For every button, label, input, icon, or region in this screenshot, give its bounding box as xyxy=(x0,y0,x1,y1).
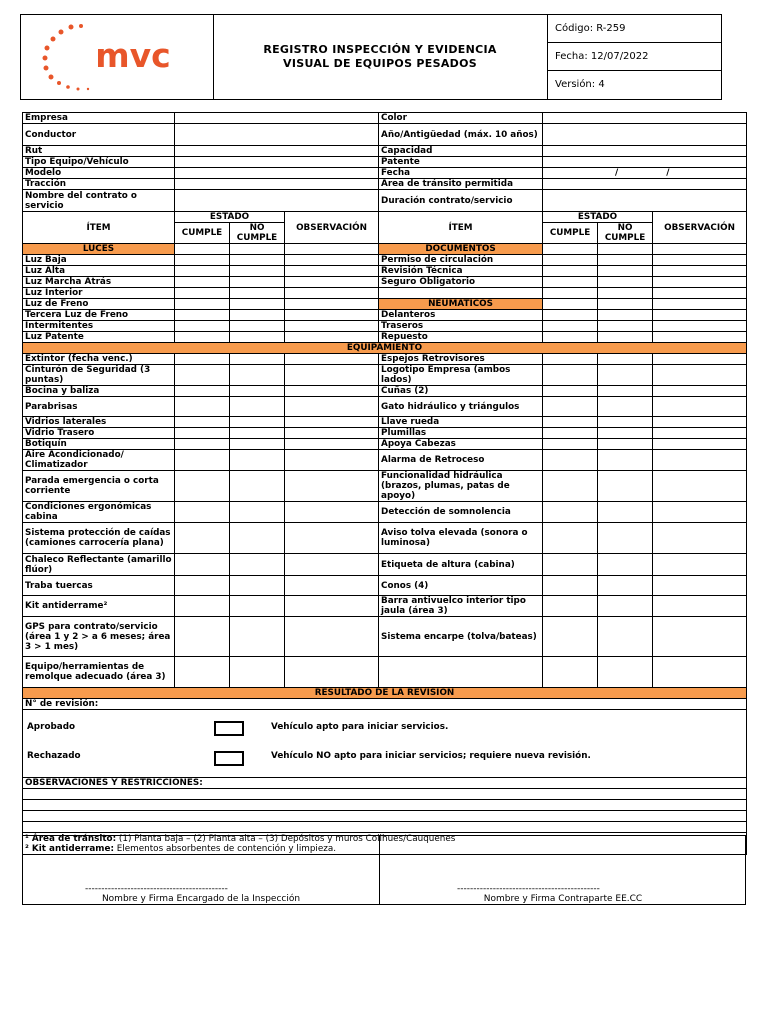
item-label: Repuesto xyxy=(379,332,543,343)
observacion-cell[interactable] xyxy=(653,471,747,502)
no-cumple-cell[interactable] xyxy=(598,397,653,417)
section-equipamiento: EQUIPAMIENTO xyxy=(23,343,747,354)
result-options xyxy=(23,710,747,778)
label-antiguedad: Año/Antigüedad (máx. 10 años) xyxy=(379,124,543,146)
cumple-cell[interactable] xyxy=(175,502,230,523)
cumple-cell[interactable] xyxy=(543,417,598,428)
item-label: Parabrisas xyxy=(23,397,175,417)
no-cumple-cell[interactable] xyxy=(598,310,653,321)
cumple-cell[interactable] xyxy=(543,386,598,397)
cumple-cell[interactable] xyxy=(543,354,598,365)
col-cumple: CUMPLE xyxy=(543,223,598,244)
cumple-cell[interactable] xyxy=(543,576,598,596)
rechazado-checkbox[interactable] xyxy=(214,751,244,766)
no-cumple-cell[interactable] xyxy=(230,354,285,365)
observacion-cell[interactable] xyxy=(653,596,747,617)
observacion-cell[interactable] xyxy=(653,255,747,266)
empresa-field[interactable] xyxy=(175,113,379,124)
cumple-cell[interactable] xyxy=(543,439,598,450)
inspection-form xyxy=(22,112,747,855)
observacion-cell[interactable] xyxy=(653,277,747,288)
document-meta xyxy=(548,15,722,99)
item-label: Sistema protección de caídas (camiones carrocería plana) xyxy=(23,523,175,554)
item-label: Detección de somnolencia xyxy=(379,502,543,523)
table-row xyxy=(23,310,747,321)
item-label: Botiquín xyxy=(23,439,175,450)
observacion-cell[interactable] xyxy=(653,554,747,576)
area-field[interactable] xyxy=(543,179,747,190)
no-cumple-cell[interactable] xyxy=(230,596,285,617)
label-modelo: Modelo xyxy=(23,168,175,179)
cumple-cell[interactable] xyxy=(543,255,598,266)
label-duracion: Duración contrato/servicio xyxy=(379,190,543,212)
rut-field[interactable] xyxy=(175,146,379,157)
label-empresa: Empresa xyxy=(23,113,175,124)
num-revision[interactable]: N° de revisión: xyxy=(23,699,747,710)
fecha-separator: / xyxy=(615,168,619,178)
rechazado-label: Rechazado xyxy=(27,751,81,761)
table-row xyxy=(23,554,747,576)
item-label: Revisión Técnica xyxy=(379,266,543,277)
label-color: Color xyxy=(379,113,543,124)
item-label: Vidrio Trasero xyxy=(23,428,175,439)
equipamiento-rows xyxy=(23,354,747,688)
item-label: Equipo/herramientas de remolque adecuado (área 3) xyxy=(23,657,175,688)
cumple-cell[interactable] xyxy=(175,310,230,321)
table-row xyxy=(23,266,747,277)
item-label: Bocina y baliza xyxy=(23,386,175,397)
fecha-separator: / xyxy=(666,168,670,178)
label-area: Área de tránsito permitida xyxy=(379,179,543,190)
observacion-cell[interactable] xyxy=(285,471,379,502)
no-cumple-cell[interactable] xyxy=(598,332,653,343)
item-label: Luz de Freno xyxy=(23,299,175,310)
observacion-cell[interactable] xyxy=(285,576,379,596)
cumple-cell[interactable] xyxy=(175,417,230,428)
no-cumple-cell[interactable] xyxy=(230,617,285,657)
observacion-cell[interactable] xyxy=(285,299,379,310)
item-label: Aire Acondicionado/ Climatizador xyxy=(23,450,175,471)
table-row xyxy=(23,397,747,417)
cumple-cell[interactable] xyxy=(175,397,230,417)
table-row xyxy=(23,450,747,471)
color-field[interactable] xyxy=(543,113,747,124)
table-row xyxy=(23,596,747,617)
observaciones-line[interactable] xyxy=(23,822,747,833)
no-cumple-cell[interactable] xyxy=(598,596,653,617)
item-label: Gato hidráulico y triángulos xyxy=(379,397,543,417)
item-label: Traba tuercas xyxy=(23,576,175,596)
luces-documentos-rows xyxy=(23,255,747,299)
no-cumple-cell[interactable] xyxy=(230,657,285,688)
no-cumple-cell[interactable] xyxy=(230,299,285,310)
traccion-field[interactable] xyxy=(175,179,379,190)
item-label: Apoya Cabezas xyxy=(379,439,543,450)
no-cumple-cell[interactable] xyxy=(598,277,653,288)
label-capacidad: Capacidad xyxy=(379,146,543,157)
table-row xyxy=(23,386,747,397)
item-label: Condiciones ergonómicas cabina xyxy=(23,502,175,523)
no-cumple-cell[interactable] xyxy=(598,428,653,439)
observaciones-line[interactable] xyxy=(23,811,747,822)
item-label: Vidrios laterales xyxy=(23,417,175,428)
table-row xyxy=(23,428,747,439)
table-row xyxy=(23,523,747,554)
signature-contraparte[interactable] xyxy=(380,836,736,904)
item-label: Espejos Retrovisores xyxy=(379,354,543,365)
observacion-cell[interactable] xyxy=(653,321,747,332)
aprobado-checkbox[interactable] xyxy=(214,721,244,736)
observacion-cell[interactable] xyxy=(285,266,379,277)
item-label: Delanteros xyxy=(379,310,543,321)
cumple-cell[interactable] xyxy=(543,502,598,523)
no-cumple-cell[interactable] xyxy=(598,523,653,554)
item-label: Intermitentes xyxy=(23,321,175,332)
no-cumple-cell[interactable] xyxy=(230,417,285,428)
no-cumple-cell[interactable] xyxy=(598,321,653,332)
general-info xyxy=(23,113,747,255)
table-row xyxy=(23,332,747,343)
no-cumple-cell[interactable] xyxy=(230,288,285,299)
label-patente: Patente xyxy=(379,157,543,168)
section-resultado: RESULTADO DE LA REVISIÓN xyxy=(23,688,747,699)
item-label: Llave rueda xyxy=(379,417,543,428)
cumple-cell[interactable] xyxy=(543,365,598,386)
cumple-cell[interactable] xyxy=(175,523,230,554)
observacion-cell[interactable] xyxy=(285,397,379,417)
observacion-cell[interactable] xyxy=(653,428,747,439)
cumple-cell[interactable] xyxy=(175,439,230,450)
document-header xyxy=(20,14,722,100)
cumple-cell[interactable] xyxy=(175,386,230,397)
observacion-cell[interactable] xyxy=(653,450,747,471)
item-label xyxy=(379,657,543,688)
cumple-cell[interactable] xyxy=(175,428,230,439)
observacion-cell[interactable] xyxy=(653,386,747,397)
observaciones-label: OBSERVACIONES Y RESTRICCIONES: xyxy=(23,778,747,789)
observacion-cell[interactable] xyxy=(285,288,379,299)
cumple-cell[interactable] xyxy=(175,365,230,386)
observacion-cell[interactable] xyxy=(653,523,747,554)
aprobado-label: Aprobado xyxy=(27,722,76,732)
observacion-cell[interactable] xyxy=(653,502,747,523)
item-label: Etiqueta de altura (cabina) xyxy=(379,554,543,576)
item-label: Luz Interior xyxy=(23,288,175,299)
no-cumple-cell[interactable] xyxy=(230,554,285,576)
no-cumple-cell[interactable] xyxy=(230,255,285,266)
logo-graphic xyxy=(21,15,213,99)
cumple-cell[interactable] xyxy=(175,321,230,332)
logo-text: mvc xyxy=(95,36,171,75)
rechazado-text: Vehículo NO apto para iniciar servicios; requiere nueva revisión. xyxy=(271,751,591,761)
item-label: Parada emergencia o corta corriente xyxy=(23,471,175,502)
no-cumple-cell[interactable] xyxy=(230,439,285,450)
observacion-cell[interactable] xyxy=(285,354,379,365)
cumple-cell[interactable] xyxy=(175,288,230,299)
observacion-cell[interactable] xyxy=(285,255,379,266)
observacion-cell[interactable] xyxy=(653,417,747,428)
cumple-cell[interactable] xyxy=(175,255,230,266)
signature-label-contraparte: Nombre y Firma Contraparte EE.CC xyxy=(483,894,643,904)
fecha-field[interactable] xyxy=(543,168,747,179)
signature-inspector[interactable] xyxy=(23,836,380,904)
table-row xyxy=(23,576,747,596)
item-label: Funcionalidad hidráulica (brazos, plumas, patas de apoyo) xyxy=(379,471,543,502)
observacion-cell[interactable] xyxy=(285,321,379,332)
observacion-cell[interactable] xyxy=(285,523,379,554)
label-tipo: Tipo Equipo/Vehículo xyxy=(23,157,175,168)
section-luces: LUCES xyxy=(23,244,175,255)
observacion-cell[interactable] xyxy=(285,332,379,343)
item-label: Luz Alta xyxy=(23,266,175,277)
company-logo xyxy=(21,15,214,99)
equipamiento-header xyxy=(23,343,747,354)
col-no-cumple: NO CUMPLE xyxy=(598,223,653,244)
no-cumple-cell[interactable] xyxy=(598,450,653,471)
item-label: Sistema encarpe (tolva/bateas) xyxy=(379,617,543,657)
item-label: Conos (4) xyxy=(379,576,543,596)
item-label: Aviso tolva elevada (sonora o luminosa) xyxy=(379,523,543,554)
observacion-cell[interactable] xyxy=(285,417,379,428)
col-estado: ESTADO xyxy=(543,212,653,223)
no-cumple-cell[interactable] xyxy=(598,617,653,657)
cumple-cell[interactable] xyxy=(175,354,230,365)
no-cumple-cell[interactable] xyxy=(598,386,653,397)
col-observacion: OBSERVACIÓN xyxy=(653,212,747,244)
no-cumple-cell[interactable] xyxy=(230,471,285,502)
signature-line: -------------------------------------------- xyxy=(85,884,228,894)
no-cumple-cell[interactable] xyxy=(598,502,653,523)
no-cumple-cell[interactable] xyxy=(230,397,285,417)
label-contrato: Nombre del contrato o servicio xyxy=(23,190,175,212)
item-label xyxy=(379,288,543,299)
item-label: Barra antivuelco interior tipo jaula (área 3) xyxy=(379,596,543,617)
cumple-cell[interactable] xyxy=(175,657,230,688)
observacion-cell[interactable] xyxy=(653,310,747,321)
observacion-cell[interactable] xyxy=(285,450,379,471)
observacion-cell[interactable] xyxy=(653,576,747,596)
no-cumple-cell[interactable] xyxy=(230,576,285,596)
luz-freno-row xyxy=(23,299,747,310)
observaciones-line[interactable] xyxy=(23,789,747,800)
observacion-cell[interactable] xyxy=(653,439,747,450)
observacion-cell[interactable] xyxy=(285,596,379,617)
observaciones-line[interactable] xyxy=(23,800,747,811)
section-documentos: DOCUMENTOS xyxy=(379,244,543,255)
modelo-field[interactable] xyxy=(175,168,379,179)
fecha: Fecha: 12/07/2022 xyxy=(548,43,722,71)
table-row xyxy=(23,365,747,386)
no-cumple-cell[interactable] xyxy=(230,450,285,471)
col-observacion: OBSERVACIÓN xyxy=(285,212,379,244)
item-label: GPS para contrato/servicio (área 1 y 2 > a 6 meses; área 3 > 1 mes) xyxy=(23,617,175,657)
cumple-cell[interactable] xyxy=(543,450,598,471)
no-cumple-cell[interactable] xyxy=(230,321,285,332)
cumple-cell[interactable] xyxy=(543,332,598,343)
contrato-field[interactable] xyxy=(175,190,379,212)
item-label: Luz Patente xyxy=(23,332,175,343)
observacion-cell[interactable] xyxy=(653,288,747,299)
cumple-cell[interactable] xyxy=(175,576,230,596)
no-cumple-cell[interactable] xyxy=(230,502,285,523)
item-label: Cuñas (2) xyxy=(379,386,543,397)
antiguedad-field[interactable] xyxy=(543,124,747,146)
codigo: Código: R-259 xyxy=(548,15,722,43)
observacion-cell[interactable] xyxy=(653,617,747,657)
cumple-cell[interactable] xyxy=(175,450,230,471)
item-label: Chaleco Reflectante (amarillo flúor) xyxy=(23,554,175,576)
no-cumple-cell[interactable] xyxy=(598,471,653,502)
item-label: Tercera Luz de Freno xyxy=(23,310,175,321)
cumple-cell[interactable] xyxy=(175,266,230,277)
table-row xyxy=(23,321,747,332)
no-cumple-cell[interactable] xyxy=(230,523,285,554)
item-label: Luz Baja xyxy=(23,255,175,266)
luces-neumaticos-rows xyxy=(23,310,747,343)
cumple-cell[interactable] xyxy=(543,266,598,277)
no-cumple-cell[interactable] xyxy=(598,657,653,688)
patente-field[interactable] xyxy=(543,157,747,168)
cumple-cell[interactable] xyxy=(543,397,598,417)
cumple-cell[interactable] xyxy=(543,321,598,332)
no-cumple-cell[interactable] xyxy=(230,310,285,321)
signature-label-inspector: Nombre y Firma Encargado de la Inspección xyxy=(101,894,301,904)
table-row xyxy=(23,277,747,288)
item-label: Kit antiderrame² xyxy=(23,596,175,617)
item-label: Traseros xyxy=(379,321,543,332)
conductor-field[interactable] xyxy=(175,124,379,146)
observacion-cell[interactable] xyxy=(285,310,379,321)
observacion-cell[interactable] xyxy=(653,365,747,386)
col-no-cumple: NO CUMPLE xyxy=(230,223,285,244)
item-label: Extintor (fecha venc.) xyxy=(23,354,175,365)
no-cumple-cell[interactable] xyxy=(598,365,653,386)
no-cumple-cell[interactable] xyxy=(598,255,653,266)
table-row xyxy=(23,657,747,688)
cumple-cell[interactable] xyxy=(175,617,230,657)
no-cumple-cell[interactable] xyxy=(230,332,285,343)
table-row xyxy=(23,354,747,365)
cumple-cell[interactable] xyxy=(175,554,230,576)
cumple-cell[interactable] xyxy=(175,332,230,343)
cumple-cell[interactable] xyxy=(543,277,598,288)
table-row xyxy=(23,288,747,299)
cumple-cell[interactable] xyxy=(543,523,598,554)
no-cumple-cell[interactable] xyxy=(598,354,653,365)
observacion-cell[interactable] xyxy=(285,386,379,397)
item-label: Alarma de Retroceso xyxy=(379,450,543,471)
no-cumple-cell[interactable] xyxy=(230,277,285,288)
table-row xyxy=(23,417,747,428)
cumple-cell[interactable] xyxy=(543,428,598,439)
observacion-cell[interactable] xyxy=(285,439,379,450)
cumple-cell[interactable] xyxy=(543,596,598,617)
tipo-field[interactable] xyxy=(175,157,379,168)
section-neumaticos: NEUMÁTICOS xyxy=(379,299,543,310)
no-cumple-cell[interactable] xyxy=(598,439,653,450)
cumple-cell[interactable] xyxy=(175,471,230,502)
capacidad-field[interactable] xyxy=(543,146,747,157)
observacion-cell[interactable] xyxy=(285,277,379,288)
cumple-cell[interactable] xyxy=(175,299,230,310)
col-item: ÍTEM xyxy=(23,212,175,244)
duracion-field[interactable] xyxy=(543,190,747,212)
cumple-cell[interactable] xyxy=(543,617,598,657)
observacion-cell[interactable] xyxy=(653,657,747,688)
no-cumple-cell[interactable] xyxy=(598,576,653,596)
observacion-cell[interactable] xyxy=(653,266,747,277)
no-cumple-cell[interactable] xyxy=(598,417,653,428)
item-label: Plumillas xyxy=(379,428,543,439)
observacion-cell[interactable] xyxy=(285,617,379,657)
cumple-cell[interactable] xyxy=(543,310,598,321)
signature-area xyxy=(22,835,746,905)
no-cumple-cell[interactable] xyxy=(230,266,285,277)
col-estado: ESTADO xyxy=(175,212,285,223)
observacion-cell[interactable] xyxy=(653,332,747,343)
no-cumple-cell[interactable] xyxy=(598,288,653,299)
observacion-cell[interactable] xyxy=(285,657,379,688)
item-label: Logotipo Empresa (ambos lados) xyxy=(379,365,543,386)
cumple-cell[interactable] xyxy=(543,288,598,299)
cumple-cell[interactable] xyxy=(175,596,230,617)
cumple-cell[interactable] xyxy=(543,657,598,688)
document-title: REGISTRO INSPECCIÓN Y EVIDENCIA VISUAL DE EQUIPOS PESADOS xyxy=(213,15,548,99)
signature-line: -------------------------------------------- xyxy=(457,884,600,894)
no-cumple-cell[interactable] xyxy=(598,266,653,277)
version: Versión: 4 xyxy=(555,79,605,90)
col-item: ÍTEM xyxy=(379,212,543,244)
label-traccion: Tracción xyxy=(23,179,175,190)
no-cumple-cell[interactable] xyxy=(230,365,285,386)
item-label: Luz Marcha Atrás xyxy=(23,277,175,288)
cumple-cell[interactable] xyxy=(543,554,598,576)
table-row xyxy=(23,502,747,523)
observacion-cell[interactable] xyxy=(653,397,747,417)
cumple-cell[interactable] xyxy=(543,471,598,502)
item-label: Cinturón de Seguridad (3 puntas) xyxy=(23,365,175,386)
no-cumple-cell[interactable] xyxy=(598,554,653,576)
item-label: Permiso de circulación xyxy=(379,255,543,266)
table-row xyxy=(23,617,747,657)
resultado-section xyxy=(23,688,747,855)
observacion-cell[interactable] xyxy=(285,365,379,386)
observacion-cell[interactable] xyxy=(285,554,379,576)
table-row xyxy=(23,255,747,266)
col-cumple: CUMPLE xyxy=(175,223,230,244)
cumple-cell[interactable] xyxy=(175,277,230,288)
footnotes: ¹ Área de tránsito: (1) Planta baja – (2) Planta alta – (3) Depósitos y muros Colihues/Cauquenes ² Kit antiderrame: Elementos absorbentes de contención y limpieza. xyxy=(23,833,747,855)
no-cumple-cell[interactable] xyxy=(230,386,285,397)
label-conductor: Conductor xyxy=(23,124,175,146)
table-row xyxy=(23,439,747,450)
observacion-cell[interactable] xyxy=(285,502,379,523)
observacion-cell[interactable] xyxy=(285,428,379,439)
no-cumple-cell[interactable] xyxy=(230,428,285,439)
label-fecha: Fecha xyxy=(379,168,543,179)
item-label: Seguro Obligatorio xyxy=(379,277,543,288)
label-rut: Rut xyxy=(23,146,175,157)
observacion-cell[interactable] xyxy=(653,354,747,365)
aprobado-text: Vehículo apto para iniciar servicios. xyxy=(271,722,449,732)
table-row xyxy=(23,471,747,502)
